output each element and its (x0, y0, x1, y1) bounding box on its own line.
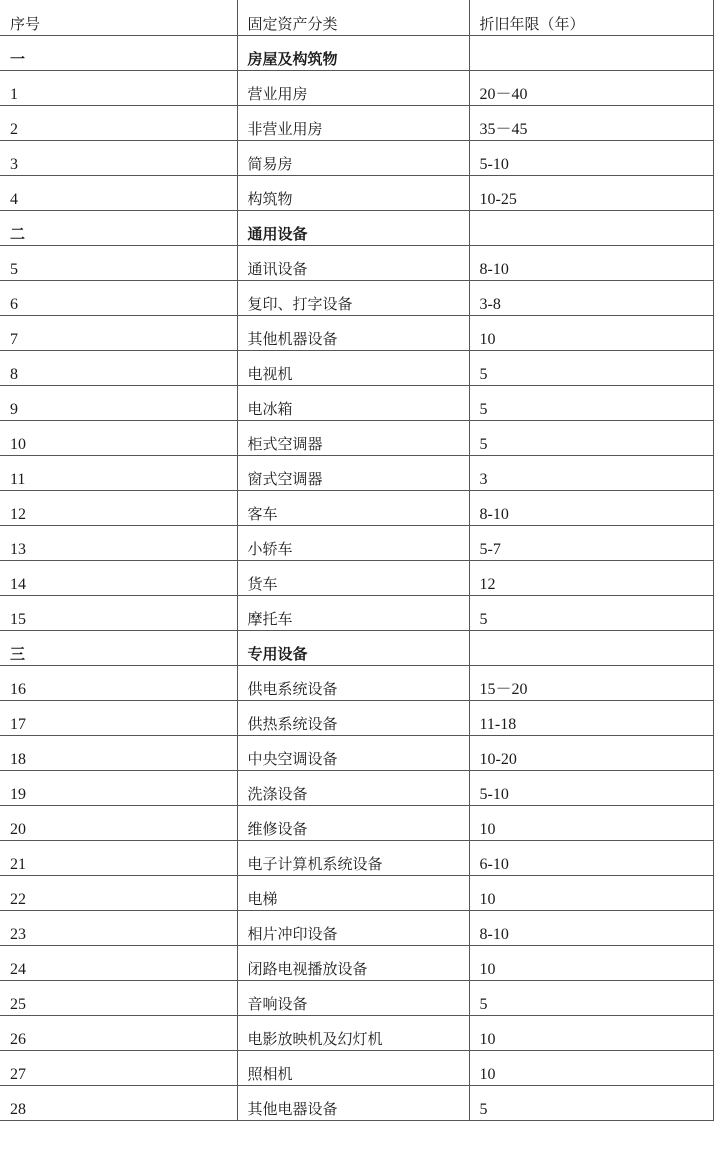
table-row (0, 420, 713, 455)
serial-number-cell: 9 (0, 385, 237, 420)
depreciation-years-cell: 5 (469, 1085, 713, 1120)
table-body (0, 35, 713, 1120)
depreciation-years-cell: 10-25 (469, 175, 713, 210)
table-row (0, 1050, 713, 1085)
table-row (0, 385, 713, 420)
asset-category-cell: 非营业用房 (237, 105, 469, 140)
depreciation-years-cell: 5-10 (469, 770, 713, 805)
asset-category-cell: 客车 (237, 490, 469, 525)
table-row (0, 595, 713, 630)
depreciation-years-cell: 3 (469, 455, 713, 490)
table-row (0, 665, 713, 700)
section-row (0, 630, 713, 665)
depreciation-years-cell: 10 (469, 1015, 713, 1050)
serial-number-cell: 16 (0, 665, 237, 700)
table-row (0, 280, 713, 315)
table-row (0, 525, 713, 560)
serial-number-cell: 13 (0, 525, 237, 560)
serial-number-cell: 三 (0, 630, 237, 665)
serial-number-cell: 10 (0, 420, 237, 455)
table-row (0, 455, 713, 490)
table-row (0, 70, 713, 105)
depreciation-years-cell: 10 (469, 805, 713, 840)
asset-category-cell: 闭路电视播放设备 (237, 945, 469, 980)
depreciation-years-cell: 5 (469, 350, 713, 385)
asset-category-cell: 构筑物 (237, 175, 469, 210)
serial-number-cell: 26 (0, 1015, 237, 1050)
serial-number-cell: 8 (0, 350, 237, 385)
table-row (0, 560, 713, 595)
table-row (0, 770, 713, 805)
asset-category-cell: 营业用房 (237, 70, 469, 105)
asset-category-cell: 电视机 (237, 350, 469, 385)
serial-number-cell: 11 (0, 455, 237, 490)
depreciation-years-cell: 5 (469, 385, 713, 420)
table-row (0, 805, 713, 840)
serial-number-cell: 7 (0, 315, 237, 350)
table-row (0, 700, 713, 735)
table-row (0, 175, 713, 210)
serial-number-cell: 3 (0, 140, 237, 175)
depreciation-years-cell: 8-10 (469, 490, 713, 525)
serial-number-cell: 24 (0, 945, 237, 980)
asset-category-cell: 电影放映机及幻灯机 (237, 1015, 469, 1050)
depreciation-years-cell: 5-10 (469, 140, 713, 175)
table-row (0, 140, 713, 175)
serial-number-cell: 二 (0, 210, 237, 245)
asset-category-cell: 其他机器设备 (237, 315, 469, 350)
serial-number-cell: 2 (0, 105, 237, 140)
depreciation-years-cell: 35－45 (469, 105, 713, 140)
section-row (0, 210, 713, 245)
serial-number-cell: 12 (0, 490, 237, 525)
table-row (0, 350, 713, 385)
table-header-row (0, 0, 713, 35)
asset-category-cell: 房屋及构筑物 (237, 35, 469, 70)
depreciation-years-cell (469, 630, 713, 665)
header-serial-number: 序号 (0, 0, 237, 35)
asset-category-cell: 复印、打字设备 (237, 280, 469, 315)
asset-category-cell: 通讯设备 (237, 245, 469, 280)
table-row (0, 1015, 713, 1050)
serial-number-cell: 25 (0, 980, 237, 1015)
asset-category-cell: 电冰箱 (237, 385, 469, 420)
asset-category-cell: 小轿车 (237, 525, 469, 560)
serial-number-cell: 17 (0, 700, 237, 735)
asset-category-cell: 电子计算机系统设备 (237, 840, 469, 875)
serial-number-cell: 5 (0, 245, 237, 280)
serial-number-cell: 22 (0, 875, 237, 910)
table-row (0, 490, 713, 525)
serial-number-cell: 6 (0, 280, 237, 315)
serial-number-cell: 4 (0, 175, 237, 210)
section-row (0, 35, 713, 70)
asset-category-cell: 音响设备 (237, 980, 469, 1015)
serial-number-cell: 20 (0, 805, 237, 840)
depreciation-years-cell: 8-10 (469, 910, 713, 945)
serial-number-cell: 一 (0, 35, 237, 70)
depreciation-years-cell: 5 (469, 980, 713, 1015)
table-row (0, 105, 713, 140)
header-asset-category: 固定资产分类 (237, 0, 469, 35)
depreciation-years-cell (469, 35, 713, 70)
serial-number-cell: 27 (0, 1050, 237, 1085)
serial-number-cell: 19 (0, 770, 237, 805)
header-depreciation-years: 折旧年限（年） (469, 0, 713, 35)
asset-category-cell: 专用设备 (237, 630, 469, 665)
asset-category-cell: 供热系统设备 (237, 700, 469, 735)
asset-category-cell: 洗涤设备 (237, 770, 469, 805)
asset-category-cell: 维修设备 (237, 805, 469, 840)
table-row (0, 315, 713, 350)
serial-number-cell: 14 (0, 560, 237, 595)
depreciation-years-cell: 3-8 (469, 280, 713, 315)
serial-number-cell: 28 (0, 1085, 237, 1120)
asset-category-cell: 通用设备 (237, 210, 469, 245)
depreciation-years-cell (469, 210, 713, 245)
asset-category-cell: 其他电器设备 (237, 1085, 469, 1120)
asset-category-cell: 照相机 (237, 1050, 469, 1085)
depreciation-years-cell: 6-10 (469, 840, 713, 875)
table-row (0, 840, 713, 875)
serial-number-cell: 21 (0, 840, 237, 875)
table-row (0, 910, 713, 945)
serial-number-cell: 23 (0, 910, 237, 945)
depreciation-years-cell: 11-18 (469, 700, 713, 735)
depreciation-years-cell: 15－20 (469, 665, 713, 700)
serial-number-cell: 18 (0, 735, 237, 770)
table-row (0, 735, 713, 770)
asset-category-cell: 简易房 (237, 140, 469, 175)
asset-category-cell: 供电系统设备 (237, 665, 469, 700)
depreciation-years-cell: 12 (469, 560, 713, 595)
depreciation-years-cell: 10-20 (469, 735, 713, 770)
depreciation-years-cell: 10 (469, 1050, 713, 1085)
table-row (0, 945, 713, 980)
asset-category-cell: 中央空调设备 (237, 735, 469, 770)
depreciation-years-cell: 5-7 (469, 525, 713, 560)
asset-category-cell: 电梯 (237, 875, 469, 910)
depreciation-years-cell: 10 (469, 945, 713, 980)
depreciation-years-cell: 8-10 (469, 245, 713, 280)
depreciation-years-cell: 10 (469, 875, 713, 910)
asset-category-cell: 货车 (237, 560, 469, 595)
depreciation-years-cell: 5 (469, 420, 713, 455)
asset-category-cell: 窗式空调器 (237, 455, 469, 490)
serial-number-cell: 1 (0, 70, 237, 105)
table-row (0, 1085, 713, 1120)
asset-category-cell: 相片冲印设备 (237, 910, 469, 945)
depreciation-years-cell: 10 (469, 315, 713, 350)
table-row (0, 980, 713, 1015)
depreciation-years-cell: 20－40 (469, 70, 713, 105)
depreciation-years-cell: 5 (469, 595, 713, 630)
asset-category-cell: 摩托车 (237, 595, 469, 630)
serial-number-cell: 15 (0, 595, 237, 630)
asset-category-cell: 柜式空调器 (237, 420, 469, 455)
table-row (0, 245, 713, 280)
table-row (0, 875, 713, 910)
